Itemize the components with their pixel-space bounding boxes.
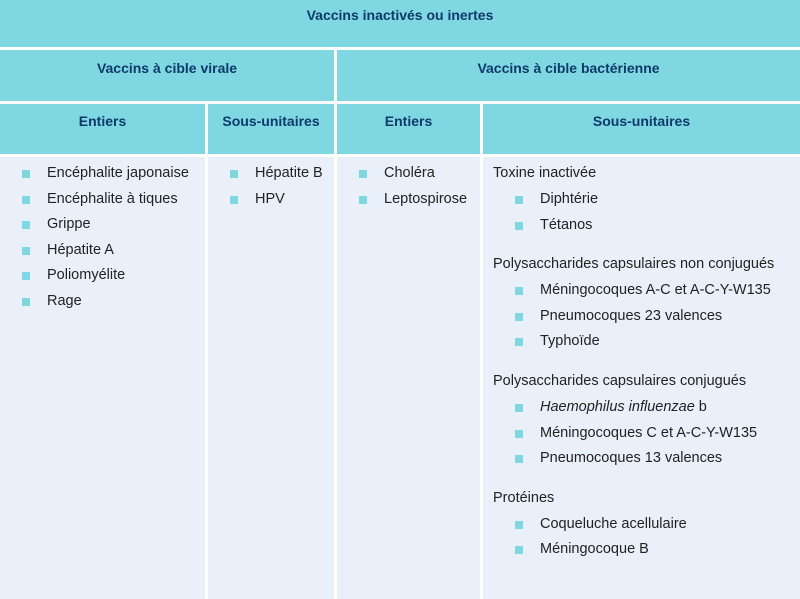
square-bullet-icon [22,272,30,280]
list-item-label: Leptospirose [384,190,468,207]
list-item [515,281,774,307]
bacterial-whole-column [337,157,480,599]
table-title: Vaccins inactivés ou inertes [306,7,494,23]
viral-subunit-list [230,164,323,215]
square-bullet-icon [515,338,523,346]
list-item-label: Pneumocoques 13 valences [540,450,723,467]
list-item-label-italic: Haemophilus influenzae [540,398,695,415]
list-item [515,190,774,216]
square-bullet-icon [22,221,30,229]
list-item [515,449,774,475]
square-bullet-icon [22,196,30,204]
square-bullet-icon [515,455,523,463]
list-item [230,164,323,190]
group-list [515,190,774,241]
list-item [359,190,467,216]
square-bullet-icon [230,196,238,204]
list-item-label: Poliomyélite [47,267,126,284]
table-title-cell [0,0,800,47]
column-label: Entiers [78,113,127,129]
viral-whole-list [22,164,189,318]
list-item-label: Coqueluche acellulaire [540,515,687,532]
square-bullet-icon [515,287,523,295]
group-list [515,515,774,566]
list-item [230,190,323,216]
square-bullet-icon [515,196,523,204]
list-item-label: Tétanos [540,216,593,233]
list-item-label: Hépatite A [47,241,114,258]
subunit-group [493,164,774,241]
list-item-label: Méningocoques A-C et A-C-Y-W135 [540,282,771,299]
list-item [359,164,467,190]
list-item [22,215,189,241]
list-item-label: Pneumocoques 23 valences [540,307,723,324]
group-list [515,398,774,475]
list-item-label: HPV [255,190,285,207]
list-item [515,515,774,541]
column-label: Entiers [384,113,433,129]
list-item [22,190,189,216]
square-bullet-icon [22,298,30,306]
square-bullet-icon [230,170,238,178]
group-title: Polysaccharides capsulaires conjugués [493,372,747,389]
list-item-label-suffix: b [698,398,707,415]
square-bullet-icon [359,170,367,178]
square-bullet-icon [22,170,30,178]
list-item [22,241,189,267]
bacterial-subunit-groups [493,164,774,580]
square-bullet-icon [515,222,523,230]
bacterial-whole-list [359,164,467,215]
list-item [515,332,774,358]
list-item [515,424,774,450]
column-header-bacterial-whole [337,104,480,154]
square-bullet-icon [515,404,523,412]
viral-subunit-column [208,157,334,599]
list-item-label: Choléra [384,165,435,181]
column-header-bacterial-subunit [483,104,800,154]
list-item-label: Méningocoque B [540,541,649,558]
list-item-label: Hépatite B [255,165,323,181]
list-item-label: Méningocoques C et A-C-Y-W135 [540,424,758,441]
group-title: Polysaccharides capsulaires non conjugués [493,256,775,273]
square-bullet-icon [515,546,523,554]
list-item-label: Diphtérie [540,191,599,207]
square-bullet-icon [22,247,30,255]
bacterial-subunit-column [483,157,800,599]
list-item-label: Typhoïde [540,333,600,350]
list-item [22,266,189,292]
list-item-label: Encéphalite à tiques [47,190,178,207]
column-header-viral-whole [0,104,205,154]
list-item [515,307,774,333]
viral-group-label: Vaccins à cible virale [96,60,238,76]
list-item-label: Rage [47,292,82,309]
square-bullet-icon [515,313,523,321]
list-item-label: Grippe [47,216,91,233]
square-bullet-icon [359,196,367,204]
bacterial-group-label: Vaccins à cible bactérienne [477,60,660,76]
bacterial-group-header [337,50,800,101]
group-title: Protéines [493,489,555,506]
subunit-group [493,255,774,358]
subunit-group [493,489,774,566]
square-bullet-icon [515,430,523,438]
square-bullet-icon [515,521,523,529]
column-label: Sous-unitaires [222,113,320,129]
list-item [22,164,189,190]
list-item [515,540,774,566]
group-title: Toxine inactivée [493,165,597,181]
list-item-label: Encéphalite japonaise [47,165,189,181]
group-list [515,281,774,358]
column-label: Sous-unitaires [592,113,691,129]
list-item [515,398,774,424]
subunit-group [493,372,774,475]
list-item [22,292,189,318]
list-item [515,216,774,242]
viral-whole-column [0,157,205,599]
column-header-viral-subunit [208,104,334,154]
viral-group-header [0,50,334,101]
